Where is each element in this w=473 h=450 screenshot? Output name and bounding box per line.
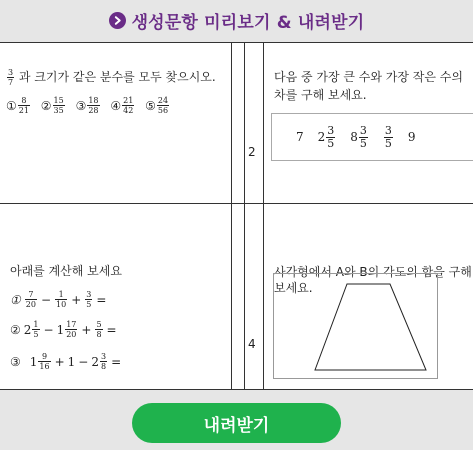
q1-option — [110, 96, 135, 115]
q2-item-b-den: 5 — [327, 136, 335, 150]
q3-l3-w1: 1 — [29, 354, 38, 369]
q2-item-d-den: 5 — [384, 136, 392, 150]
q2-item-c-whole: 8 — [350, 130, 358, 144]
q1-prompt — [6, 68, 216, 87]
q3-line-2-eq: = — [106, 322, 117, 337]
q1-option-num: 8 — [21, 96, 27, 105]
q1-option-fraction — [122, 96, 134, 115]
q3-l2-w1: 2 — [23, 322, 32, 337]
q3-l2-d3: 8 — [96, 330, 102, 339]
grid-divider-left — [231, 42, 232, 390]
q3-line-1-op-1: − — [40, 292, 52, 307]
q1-option-num: 18 — [88, 96, 99, 105]
q2-item-c-den: 5 — [359, 136, 367, 150]
q3-l2-d1: 5 — [33, 330, 39, 339]
question-number-2: 2 — [248, 145, 256, 159]
chevron-right-circle-icon — [109, 12, 126, 29]
q3-line-2-mixed-1 — [24, 320, 41, 339]
q3-line-3-eq: = — [111, 354, 122, 369]
grid-divider-right — [263, 42, 264, 390]
q3-l3-frac-3 — [100, 352, 107, 371]
q2-item-a: 7 — [296, 130, 304, 144]
q3-line-3-op-1: + — [54, 354, 65, 369]
q3-l1-n1: 7 — [28, 290, 34, 299]
q1-option-mark: ④ — [110, 98, 122, 113]
q2-item-c-num: 3 — [359, 123, 367, 137]
q1-option-den: 56 — [157, 106, 169, 115]
q2-prompt: 다음 중 가장 큰 수와 가장 작은 수의 차를 구해 보세요. — [274, 70, 463, 102]
q2-item-b-num: 3 — [327, 123, 335, 137]
q3-line-1-mark: ① — [10, 292, 21, 307]
q2-item-d-num: 3 — [384, 123, 392, 137]
q1-options — [6, 96, 176, 115]
q3-l3-w3: 2 — [91, 354, 99, 369]
q3-l3-w2: 1 — [67, 354, 76, 369]
q1-given-num: 3 — [8, 68, 14, 77]
q3-line-3 — [10, 352, 121, 371]
q4-prompt: 사각형에서 A와 B의 각도의 합을 구해 보세요. — [274, 265, 472, 295]
q1-option-num: 15 — [53, 96, 64, 105]
page-title: 생성문항 미리보기 & 내려받기 — [131, 12, 365, 33]
q1-option — [6, 96, 31, 115]
q2-item-c — [350, 125, 369, 150]
q2-item-b-whole: 2 — [317, 130, 326, 144]
grid-divider-bottom — [0, 389, 473, 390]
q3-l2-frac-3 — [95, 320, 102, 339]
q3-l2-w2: 1 — [56, 322, 65, 337]
q3-l1-d3: 5 — [86, 300, 92, 309]
q3-l2-frac-2 — [65, 320, 77, 339]
q1-option-fraction — [53, 96, 65, 115]
q3-l3-n1: 9 — [41, 352, 48, 361]
chevron-right-glyph — [112, 15, 123, 26]
q1-given-fraction — [7, 68, 14, 87]
q2-item-b — [318, 125, 337, 150]
q3-line-1-frac-3 — [85, 290, 92, 309]
q3-l1-d1: 20 — [25, 300, 36, 309]
header-inner — [109, 8, 365, 33]
header — [0, 0, 473, 40]
q3-l1-n3: 3 — [86, 290, 92, 299]
q3-l2-n1: 1 — [33, 320, 39, 329]
q3-l3-frac-1 — [38, 352, 50, 371]
q1-option-fraction — [157, 96, 169, 115]
q3-l2-d2: 20 — [66, 330, 77, 339]
q1-prompt-text: 과 크기가 같은 분수를 모두 찾으시오. — [18, 70, 216, 84]
q4-trapezoid — [315, 284, 426, 370]
q2-number-box — [271, 113, 473, 161]
q3-l3-d1: 16 — [39, 362, 50, 371]
grid-divider-inner — [244, 42, 245, 390]
grid-divider-middle — [0, 203, 473, 204]
q3-line-3-op-2: − — [78, 354, 89, 369]
q4-trapezoid-figure — [273, 273, 438, 379]
q1-option — [145, 96, 170, 115]
q3-line-2-op-2: + — [81, 322, 92, 337]
q2-item-b-fraction — [326, 125, 335, 150]
q3-line-3-mixed-3 — [91, 352, 108, 371]
q1-option-num: 24 — [157, 96, 169, 105]
q1-option-den: 28 — [88, 106, 99, 115]
q3-l1-d2: 10 — [56, 300, 67, 309]
question-number-4: 4 — [248, 337, 256, 351]
q1-option-mark: ① — [6, 98, 17, 113]
q1-option-den: 21 — [18, 106, 29, 115]
q3-line-2-mixed-2 — [57, 320, 79, 339]
q3-line-3-mixed-1 — [30, 352, 52, 371]
q1-option-mark: ③ — [75, 98, 87, 113]
q1-option-num: 21 — [123, 96, 134, 105]
q3-line-2 — [10, 320, 117, 339]
q3-l2-n3: 5 — [96, 320, 102, 329]
q2-item-c-fraction — [359, 125, 368, 150]
q3-prompt: 아래를 계산해 보세요 — [10, 264, 122, 278]
q1-option — [76, 96, 101, 115]
q3-l2-n2: 17 — [66, 320, 77, 329]
q1-option-fraction — [87, 96, 99, 115]
download-button[interactable]: 내려받기 — [132, 403, 341, 443]
q3-l2-frac-1 — [32, 320, 39, 339]
q1-option-fraction — [18, 96, 30, 115]
q4-figure-frame — [274, 274, 438, 379]
q1-given-den: 7 — [8, 78, 14, 87]
q3-line-1 — [10, 290, 106, 309]
q3-line-1-eq: = — [96, 292, 107, 307]
q1-option-den: 35 — [53, 106, 64, 115]
q3-line-1-op-2: + — [71, 292, 82, 307]
q1-option-mark: ⑤ — [145, 98, 156, 113]
q3-line-1-frac-2 — [55, 290, 67, 309]
q1-option-mark: ② — [40, 98, 52, 113]
q3-line-3-mark: ③ — [10, 354, 21, 369]
q3-l3-d3: 8 — [101, 362, 107, 371]
q3-line-2-mark: ② — [10, 322, 21, 337]
q1-option-den: 42 — [123, 106, 134, 115]
q3-l3-n3: 3 — [101, 352, 107, 361]
q3-l1-n2: 1 — [58, 290, 64, 299]
q2-item-e: 9 — [407, 130, 416, 144]
q1-option — [41, 96, 66, 115]
grid-divider-top — [0, 42, 473, 43]
q2-item-d-fraction — [384, 125, 393, 150]
q3-line-1-frac-1 — [25, 290, 37, 309]
q3-line-2-op-1: − — [43, 322, 54, 337]
